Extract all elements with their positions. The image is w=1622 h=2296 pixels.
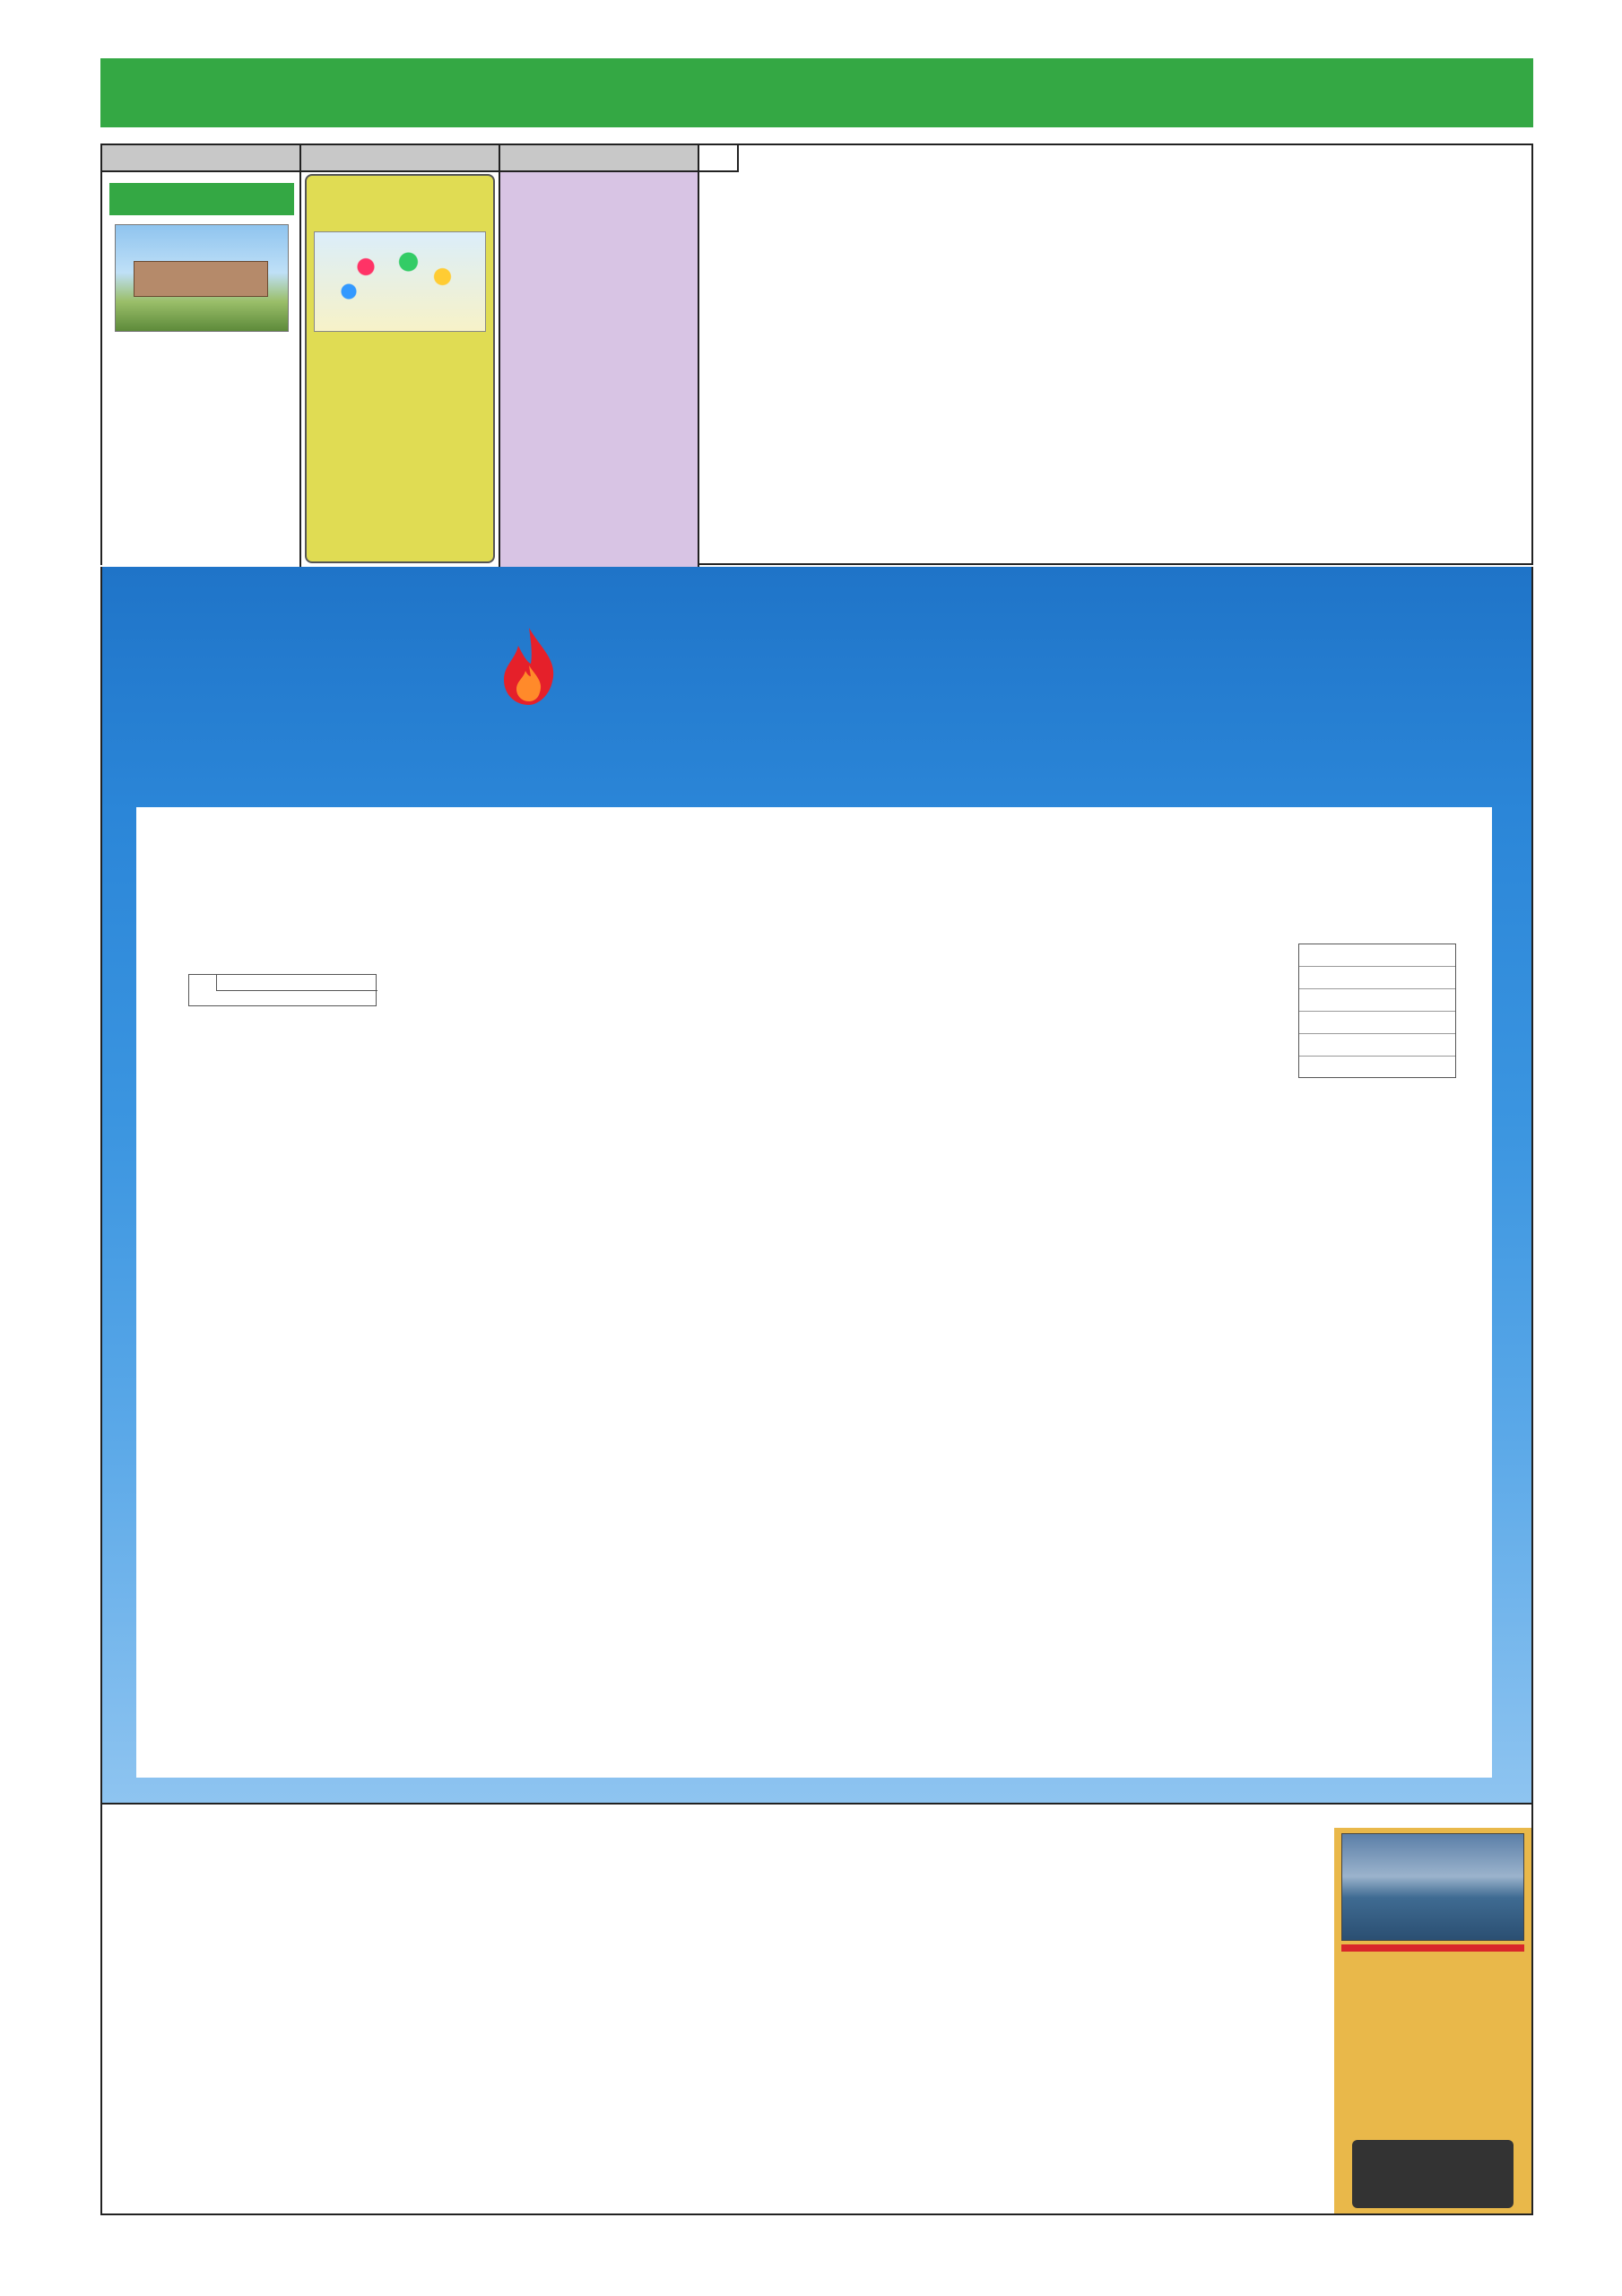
header-blank-2 xyxy=(301,145,500,172)
header-slot-blank xyxy=(699,145,739,172)
top-schedule xyxy=(100,144,1533,565)
flame-icon xyxy=(497,626,561,707)
okuyami-block xyxy=(500,172,699,567)
bottom-schedule xyxy=(100,1803,1533,2215)
building-shape xyxy=(134,261,268,297)
okomoji-block xyxy=(301,172,500,567)
yobi-table xyxy=(188,974,377,1006)
balloons-image xyxy=(314,231,486,332)
remote-image xyxy=(1352,2140,1514,2208)
yobi-month xyxy=(216,975,377,991)
header-blank-3 xyxy=(500,145,699,172)
gyosei-label xyxy=(109,183,294,215)
tournament-bracket-sheet xyxy=(136,807,1492,1778)
header-blank-1 xyxy=(102,145,301,172)
schedule-table xyxy=(1298,944,1456,1078)
camera-photo xyxy=(1341,1833,1524,1941)
live-camera-ad xyxy=(1334,1828,1531,2213)
gyosei-block xyxy=(102,172,301,567)
town-office-photo xyxy=(115,224,289,332)
ad-headline xyxy=(1341,1944,1524,1952)
page-header xyxy=(100,58,1533,127)
